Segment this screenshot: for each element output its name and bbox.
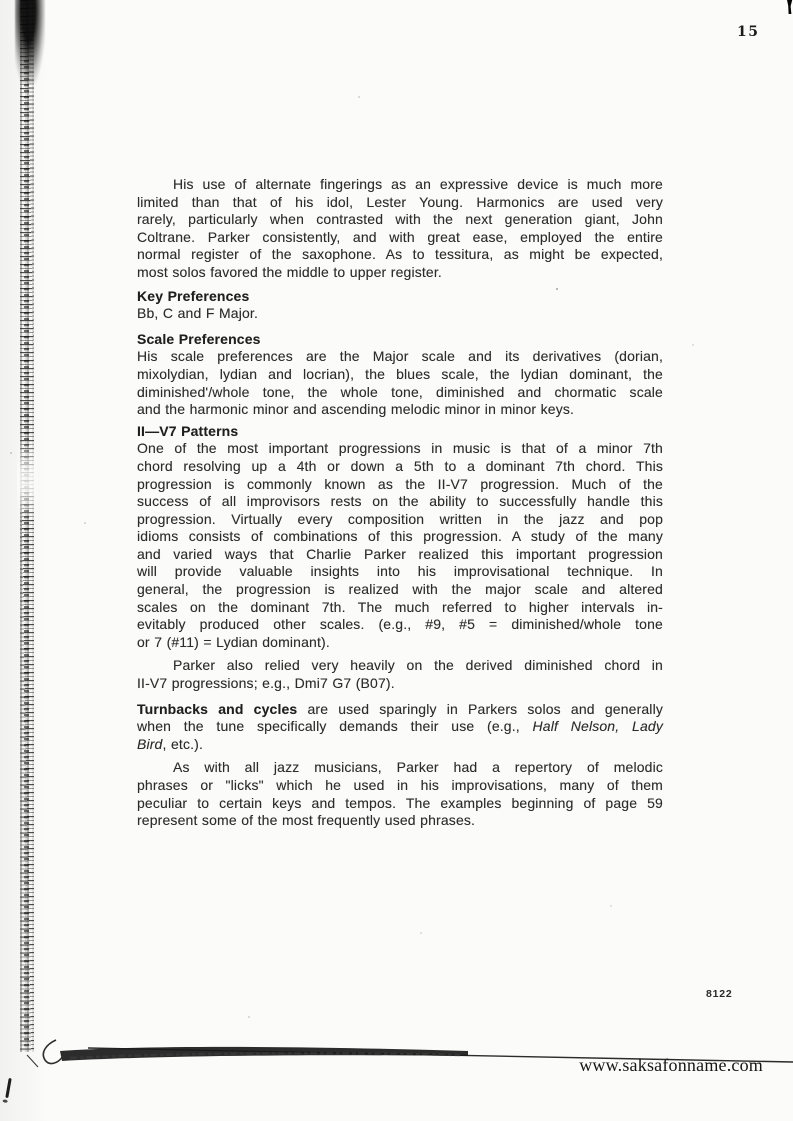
page-text-column [137, 176, 663, 830]
scan-noise-top-blob [15, 0, 45, 84]
page-number: 15 [737, 24, 760, 40]
page-curl-mark [43, 1040, 63, 1063]
speck [248, 1016, 250, 1018]
corner-tick-mark [785, 0, 793, 14]
watermark-url: www.saksafonname.com [579, 1055, 763, 1075]
ii-v7-paragraph-2: Parker also relied very heavily on the derived diminished chord in II-V7 progressions; e.g., Dmi7 G7 (B07). [137, 657, 663, 692]
page-curl-tail [27, 1055, 38, 1067]
intro-paragraph: His use of alternate fingerings as an expressive device is much more limited than that of his idol, Lester Young. Harmonics are used very rarely, particularly when contrasted with the next generation giant, John Coltrane. Parker consistently, and with great ease, employed the entire normal register of the saxophone. As to tessitura, as might be expected, most solos favored the middle to upper register. [137, 176, 663, 280]
key-preferences-body: Bb, C and F Major. [137, 305, 259, 322]
speck [692, 344, 694, 346]
speck [420, 932, 422, 934]
speck [610, 905, 612, 907]
speck [556, 288, 558, 290]
speck [10, 452, 12, 454]
scan-noise-fade [17, 440, 37, 520]
scale-preferences-paragraph: His scale preferences are the Major scale and its derivatives (dorian, mixolydian, lydian and locrian), the blues scale, the lydian dominant, the diminished'/whole tone, the whole tone, diminished and chormatic scale and the harmonic minor and ascending melodic minor in minor keys. [137, 348, 663, 418]
scan-noise-left-band-core [24, 60, 29, 1050]
speck [84, 522, 86, 524]
closing-paragraph: As with all jazz musicians, Parker had a repertory of melodic phrases or "licks" which he used in his improvisations, many of them peculiar to certain keys and tempos. The examples beginning of page 59 represent some of the most frequently used phrases. [137, 759, 663, 829]
turnbacks-paragraph: Turnbacks and cycles are used sparingly in Parkers solos and generally when the tune specifically demands their use (e.g., Half Nelson, Lady Bird, etc.). [137, 700, 663, 752]
speck [358, 96, 360, 98]
ii-v7-paragraph-1: One of the most important progressions in music is that of a minor 7th chord resolving up a 4th or down a 5th to a dominant 7th chord. This progression is commonly known as the II-V7 progression. Much of the success of all improvisors rests on the ability to successfully handle this progression. Virtually every composition written in the jazz and pop idioms consists of combinations of this progression. A study of the many and varied ways that Charlie Parker realized this important progression will provide valuable insights into his improvisational technique. In general, the progression is realized with the major scale and altered scales on the dominant 7th. The much referred to higher intervals in- evitably produced other scales. (e.g., #9, #5 = diminished/whole tone or 7 (#11) = Lydian dominant). [137, 440, 663, 650]
ii-v7-heading: II—V7 Patterns [137, 422, 239, 439]
print-code: 8122 [706, 988, 733, 1000]
scale-preferences-heading: Scale Preferences [137, 330, 261, 347]
key-preferences-heading: Key Preferences [137, 287, 250, 304]
